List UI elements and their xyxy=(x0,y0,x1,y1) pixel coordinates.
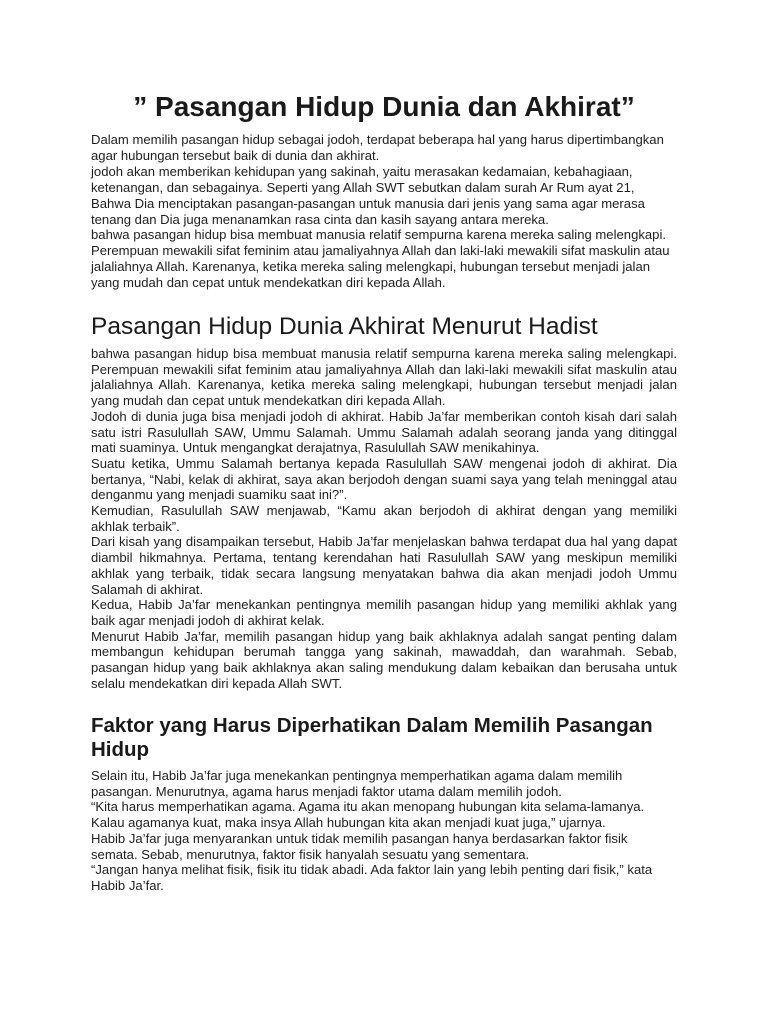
text-line: Perempuan mewakili sifat feminim atau jamaliyahnya Allah dan laki-laki mewakili sifat maskulin atau xyxy=(91,243,670,259)
intro-paragraph xyxy=(91,132,677,291)
text-line: selalu mendekatkan diri kepada Allah SWT. xyxy=(91,675,343,691)
text-line: diambil hikmahnya. Pertama, tentang kerendahan hati Rasulullah SAW yang meskipun memiliki xyxy=(91,550,677,566)
paragraph xyxy=(91,534,677,597)
text-line: Suatu ketika, Ummu Salamah bertanya kepada Rasulullah SAW mengenai jodoh di akhirat. Dia xyxy=(91,455,677,471)
hadist-section-body xyxy=(91,346,677,691)
text-line: Bahwa Dia menciptakan pasangan-pasangan untuk manusia dari jenis yang sama agar merasa xyxy=(91,195,645,211)
text-line: agar hubungan tersebut baik di dunia dan akhirat. xyxy=(91,147,380,163)
heading-line: Hidup xyxy=(91,738,150,761)
text-line: akhlak yang terbaik, tidak secara langsung menyatakan bahwa dia akan menjadi jodoh Ummu xyxy=(91,565,677,581)
text-line: Selain itu, Habib Ja’far juga menekankan pentingnya memperhatikan agama dalam memilih xyxy=(91,768,623,783)
text-line: Jodoh di dunia juga bisa menjadi jodoh di akhirat. Habib Ja’far memberikan contoh kisah dari salah xyxy=(91,408,677,424)
faktor-section-body xyxy=(91,768,677,894)
heading-line: Faktor yang Harus Diperhatikan Dalam Memilih Pasangan xyxy=(91,714,653,737)
text-line: “Jangan hanya melihat fisik, fisik itu tidak abadi. Ada faktor lain yang lebih penting dari fisik,” kata xyxy=(91,862,653,878)
paragraph xyxy=(91,456,677,503)
text-line: bertanya, “Nabi, kelak di akhirat, saya akan berjodoh dengan suami saya yang telah meninggal atau xyxy=(91,471,677,487)
text-line: jalaliahnya Allah. Karenanya, ketika mereka saling melengkapi, hubungan tersebut menjadi jalan xyxy=(91,259,651,275)
text-line: ketenangan, dan sebagainya. Seperti yang Allah SWT sebutkan dalam surah Ar Rum ayat 21, xyxy=(91,179,635,195)
paragraph xyxy=(91,597,677,628)
paragraph xyxy=(91,503,677,534)
text-line: Perempuan mewakili sifat feminim atau jamaliyahnya Allah dan laki-laki mewakili sifat maskulin atau xyxy=(91,361,677,377)
text-line: bahwa pasangan hidup bisa membuat manusia relatif sempurna karena mereka saling melengkapi. xyxy=(91,346,677,361)
text-line: denganmu yang menjadi suamiku saat ini?”. xyxy=(91,487,348,503)
text-line: Habib Ja’far. xyxy=(91,877,164,893)
text-line: pasangan hidup yang baik akhlaknya akan saling mendukung dalam kebaikan dan berusaha untuk xyxy=(91,660,677,676)
text-line: Kalau agamanya kuat, maka insya Allah hubungan kita akan menjadi kuat juga,” ujarnya. xyxy=(91,815,606,831)
text-line: semata. Sebab, menurutnya, faktor fisik hanyalah sesuatu yang sementara. xyxy=(91,846,530,862)
section-heading-faktor xyxy=(91,714,653,762)
text-line: membangun kehidupan berumah tangga yang sakinah, mawaddah, dan warahmah. Sebab, xyxy=(91,644,677,660)
text-line: akhlak terbaik”. xyxy=(91,518,180,534)
text-line: jalaliahnya Allah. Karenanya, ketika mereka saling melengkapi, hubungan tersebut menjadi jalan xyxy=(91,377,677,393)
text-line: satu istri Rasulullah SAW, Ummu Salamah. Ummu Salamah adalah seorang janda yang ditinggal xyxy=(91,424,677,440)
text-line: tenang dan Dia juga menanamkan rasa cinta dan kasih sayang antara mereka. xyxy=(91,211,549,227)
text-line: Kemudian, Rasulullah SAW menjawab, “Kamu akan berjodoh di akhirat dengan yang memiliki xyxy=(91,503,677,519)
text-line: Menurut Habib Ja’far, memilih pasangan hidup yang baik akhlaknya adalah sangat penting dalam xyxy=(91,628,677,644)
text-line: yang mudah dan cepat untuk mendekatkan diri kepada Allah. xyxy=(91,275,446,291)
text-line: pasangan. Menurutnya, agama harus menjadi faktor utama dalam memilih jodoh. xyxy=(91,783,562,799)
text-line: yang mudah dan cepat untuk mendekatkan diri kepada Allah. xyxy=(91,393,446,409)
text-line: Dari kisah yang disampaikan tersebut, Habib Ja’far menjelaskan bahwa terdapat dua hal yang dapat xyxy=(91,534,677,550)
text-line: jodoh akan memberikan kehidupan yang sakinah, yaitu merasakan kedamaian, kebahagiaan, xyxy=(91,163,633,179)
text-line: Kedua, Habib Ja’far menekankan pentingnya memilih pasangan hidup yang memiliki akhlak yang xyxy=(91,597,677,613)
text-line: baik agar menjadi jodoh di akhirat kelak. xyxy=(91,612,325,628)
text-line: Salamah di akhirat. xyxy=(91,581,204,597)
document-title: ” Pasangan Hidup Dunia dan Akhirat” xyxy=(133,91,635,122)
text-line: Dalam memilih pasangan hidup sebagai jodoh, terdapat beberapa hal yang harus dipertimbangkan xyxy=(91,132,664,147)
text-line: “Kita harus memperhatikan agama. Agama itu akan menopang hubungan kita selama-lamanya. xyxy=(91,799,645,815)
text-line: Habib Ja’far juga menyarankan untuk tidak memilih pasangan hanya berdasarkan faktor fisik xyxy=(91,830,628,846)
text-line: mati suaminya. Untuk mengangkat derajatnya, Rasulullah SAW menikahinya. xyxy=(91,440,540,456)
paragraph xyxy=(91,409,677,456)
paragraph xyxy=(91,629,677,692)
paragraph xyxy=(91,346,677,409)
section-heading-hadist: Pasangan Hidup Dunia Akhirat Menurut Hadist xyxy=(91,313,598,340)
text-line: bahwa pasangan hidup bisa membuat manusia relatif sempurna karena mereka saling melengkapi. xyxy=(91,227,667,243)
